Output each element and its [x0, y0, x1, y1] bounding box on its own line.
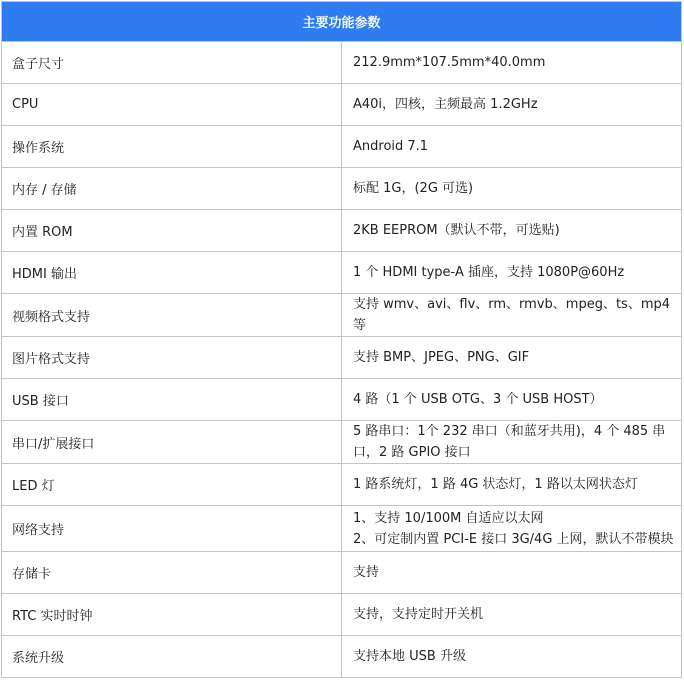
row-value-line: 支持，支持定时开关机 [353, 607, 484, 622]
row-value-line: 4 路（1 个 USB OTG、3 个 USB HOST） [353, 392, 603, 407]
row-value [342, 636, 682, 678]
row-value-line: Android 7.1 [353, 139, 429, 154]
row-label: 串口/扩展接口 [2, 421, 342, 464]
row-value [342, 594, 682, 636]
row-value [342, 337, 682, 379]
row-value [342, 84, 682, 126]
table-row [2, 552, 682, 594]
table-row [2, 252, 682, 294]
table-row [2, 337, 682, 379]
row-label: 系统升级 [2, 636, 342, 678]
row-label: LED 灯 [2, 464, 342, 506]
row-label: HDMI 输出 [2, 252, 342, 294]
row-value-line: 5 路串口：1个 232 串口（和蓝牙共用)，4 个 485 串口，2 路 GPIO 接口 [353, 424, 666, 460]
row-label: CPU [2, 84, 342, 126]
row-value [342, 506, 682, 552]
row-value-line: 支持本地 USB 升级 [353, 649, 466, 664]
row-value-line: A40i，四核，主频最高 1.2GHz [353, 97, 538, 112]
table-row [2, 210, 682, 252]
row-label: 内存 / 存储 [2, 168, 342, 210]
table-row [2, 421, 682, 464]
table-row [2, 464, 682, 506]
table-row [2, 126, 682, 168]
row-label: 图片格式支持 [2, 337, 342, 379]
row-value [342, 168, 682, 210]
row-value-line: 支持 BMP、JPEG、PNG、GIF [353, 350, 530, 365]
spec-table [1, 1, 682, 678]
row-value-line: 1 路系统灯，1 路 4G 状态灯，1 路以太网状态灯 [353, 477, 638, 492]
row-value-line: 212.9mm*107.5mm*40.0mm [353, 55, 546, 70]
row-label: 视频格式支持 [2, 294, 342, 337]
row-value-line: 标配 1G，(2G 可选) [353, 181, 474, 196]
row-value [342, 464, 682, 506]
table-row [2, 379, 682, 421]
table-row [2, 594, 682, 636]
row-label: 存储卡 [2, 552, 342, 594]
row-label: 操作系统 [2, 126, 342, 168]
row-value [342, 552, 682, 594]
row-value-line: 1、支持 10/100M 自适应以太网 [353, 510, 544, 526]
row-value [342, 210, 682, 252]
row-label: 内置 ROM [2, 210, 342, 252]
table-title: 主要功能参数 [2, 2, 682, 42]
row-label: RTC 实时时钟 [2, 594, 342, 636]
table-row [2, 168, 682, 210]
table-row [2, 84, 682, 126]
row-value [342, 126, 682, 168]
row-label: 盒子尺寸 [2, 42, 342, 84]
row-value [342, 294, 682, 337]
table-header-row [2, 2, 682, 42]
table-row [2, 294, 682, 337]
table-row [2, 506, 682, 552]
table-row [2, 636, 682, 678]
row-value [342, 42, 682, 84]
row-label: 网络支持 [2, 506, 342, 552]
row-label: USB 接口 [2, 379, 342, 421]
row-value [342, 421, 682, 464]
row-value [342, 252, 682, 294]
row-value-line: 1 个 HDMI type-A 插座，支持 1080P@60Hz [353, 265, 625, 280]
row-value [342, 379, 682, 421]
row-value-line: 2、可定制内置 PCI-E 接口 3G/4G 上网，默认不带模块 [353, 531, 674, 547]
row-value-line: 支持 wmv、avi、flv、rm、rmvb、mpeg、ts、mp4 等 [353, 297, 671, 333]
row-value-line: 支持 [353, 565, 380, 580]
table-row [2, 42, 682, 84]
row-value-line: 2KB EEPROM（默认不带，可选贴) [353, 223, 560, 238]
